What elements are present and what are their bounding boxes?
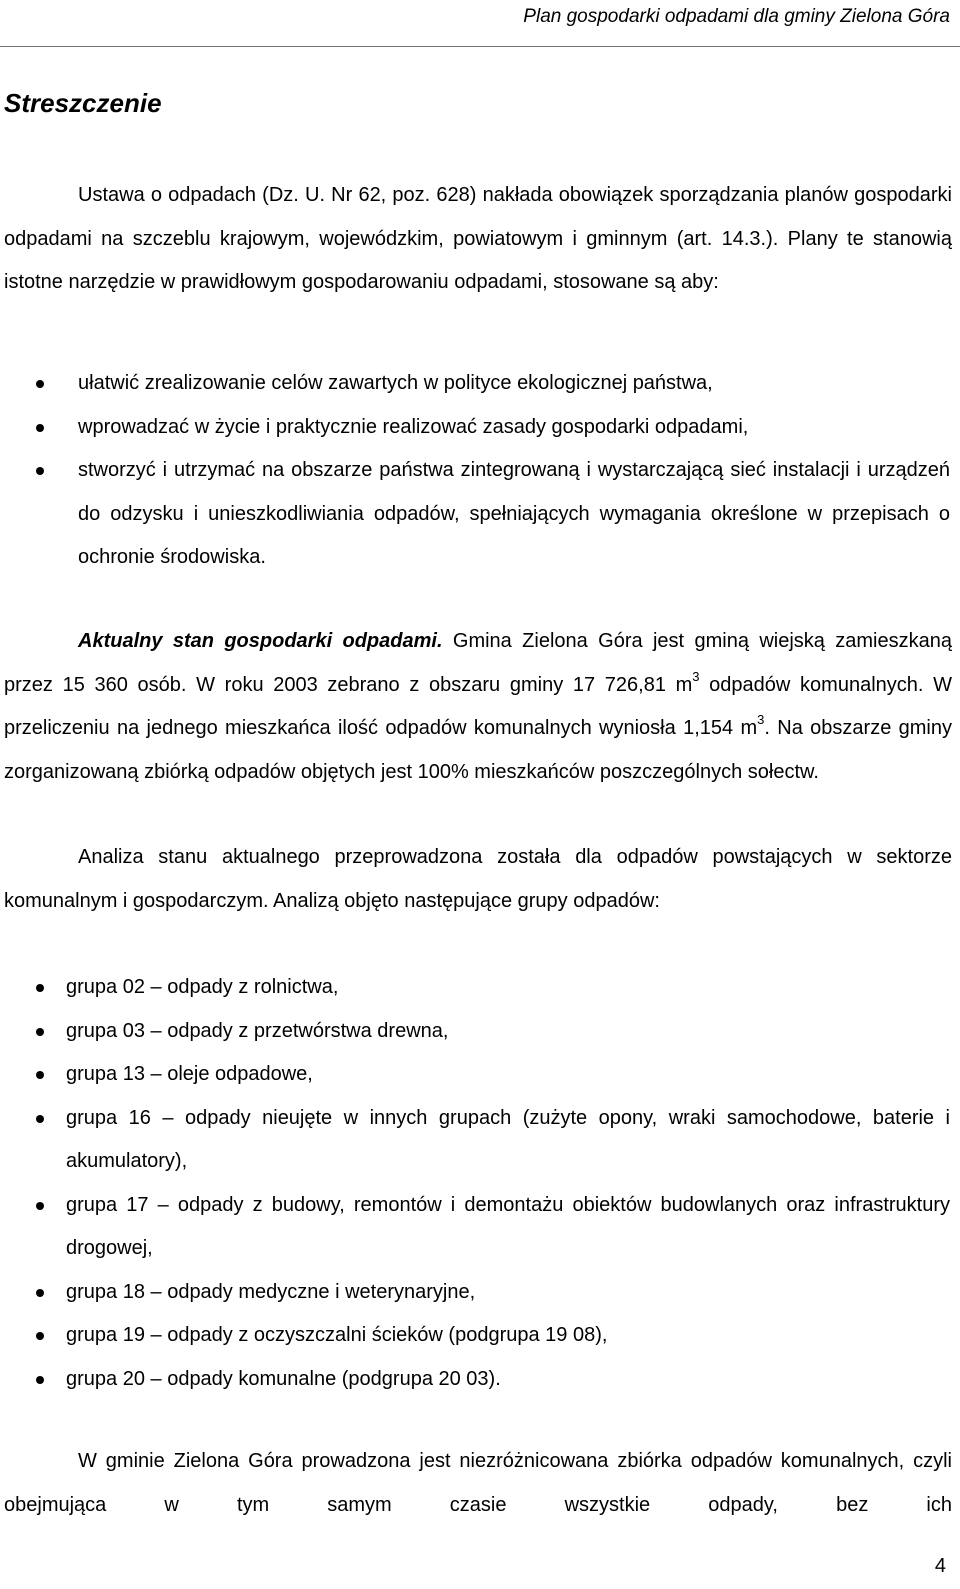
analysis-text: Analiza stanu aktualnego przeprowadzona została dla odpadów powstających w sektorze komunalnym i gospodarczym. Analizą objęto następujące grupy odpadów: (4, 846, 952, 912)
analysis-paragraph (4, 836, 952, 923)
intro-paragraph (4, 174, 952, 305)
list-item: grupa 03 – odpady z przetwórstwa drewna, (0, 1010, 950, 1054)
list-item: stworzyć i utrzymać na obszarze państwa zintegrowaną i wystarczającą sieć instalacji i urządzeń do odzysku i unieszkodliwiania odpadów, spełniających wymagania określone w przepisach o ochronie środowiska. (0, 449, 950, 580)
list-item: wprowadzać w życie i praktycznie realizować zasady gospodarki odpadami, (0, 406, 950, 450)
bullet-icon (36, 1332, 44, 1340)
bullet-icon (36, 1028, 44, 1036)
closing-text: W gminie Zielona Góra prowadzona jest niezróżnicowana zbiórka odpadów komunalnych, czyli obejmująca w tym samym czasie wszystkie odpady, bez ich (4, 1450, 952, 1516)
bullet-icon (36, 984, 44, 992)
list-item: grupa 17 – odpady z budowy, remontów i demontażu obiektów budowlanych oraz infrastruktury drogowej, (0, 1184, 950, 1271)
bullet-icon (36, 1071, 44, 1079)
list-item: grupa 16 – odpady nieujęte w innych grupach (zużyte opony, wraki samochodowe, baterie i akumulatory), (0, 1097, 950, 1184)
running-header: Plan gospodarki odpadami dla gminy Zielona Góra (523, 6, 950, 27)
current-state-heading: Aktualny stan gospodarki odpadami. (78, 630, 443, 652)
list-item: ułatwić zrealizowanie celów zawartych w polityce ekologicznej państwa, (0, 362, 950, 406)
bullet-icon (36, 1376, 44, 1384)
intro-text: Ustawa o odpadach (Dz. U. Nr 62, poz. 628) nakłada obowiązek sporządzania planów gospodarki odpadami na szczeblu krajowym, wojewódzkim, powiatowym i gminnym (art. 14.3.). Plany te stanowią istotne narzędzie w prawidłowym gospodarowaniu odpadami, stosowane są aby: (4, 184, 952, 293)
list-item: grupa 18 – odpady medyczne i weterynaryjne, (0, 1271, 950, 1315)
current-state-paragraph: Aktualny stan gospodarki odpadami. Gmina Zielona Góra jest gminą wiejską zamieszkaną przez 15 360 osób. W roku 2003 zebrano z obszaru gminy 17 726,81 $m^3$ odpadów komunalnych. W przeliczeniu na jednego mieszkańca ilość odpadów komunalnych wyniosła 1,154 $m^3$. Na obszarze gminy zorganizowaną zbiórką odpadów objętych jest 100% mieszkańców poszczególnych sołectw. (4, 630, 952, 783)
bullet-icon (36, 1289, 44, 1297)
list-item: grupa 13 – oleje odpadowe, (0, 1053, 950, 1097)
bullet-icon (36, 424, 44, 432)
closing-paragraph (4, 1440, 952, 1527)
bullet-icon (36, 1115, 44, 1123)
page-number: 4 (934, 1555, 946, 1577)
bullet-icon (36, 467, 44, 475)
list-item: grupa 20 – odpady komunalne (podgrupa 20 03). (0, 1358, 950, 1402)
list-item: grupa 19 – odpady z oczyszczalni ścieków (podgrupa 19 08), (0, 1314, 950, 1358)
list-item: grupa 02 – odpady z rolnictwa, (0, 966, 950, 1010)
bullet-icon (36, 380, 44, 388)
groups-list (0, 966, 960, 1401)
section-title: Streszczenie (4, 88, 162, 118)
header-divider (0, 46, 960, 47)
bullet-icon (36, 1202, 44, 1210)
aims-list (0, 362, 960, 580)
